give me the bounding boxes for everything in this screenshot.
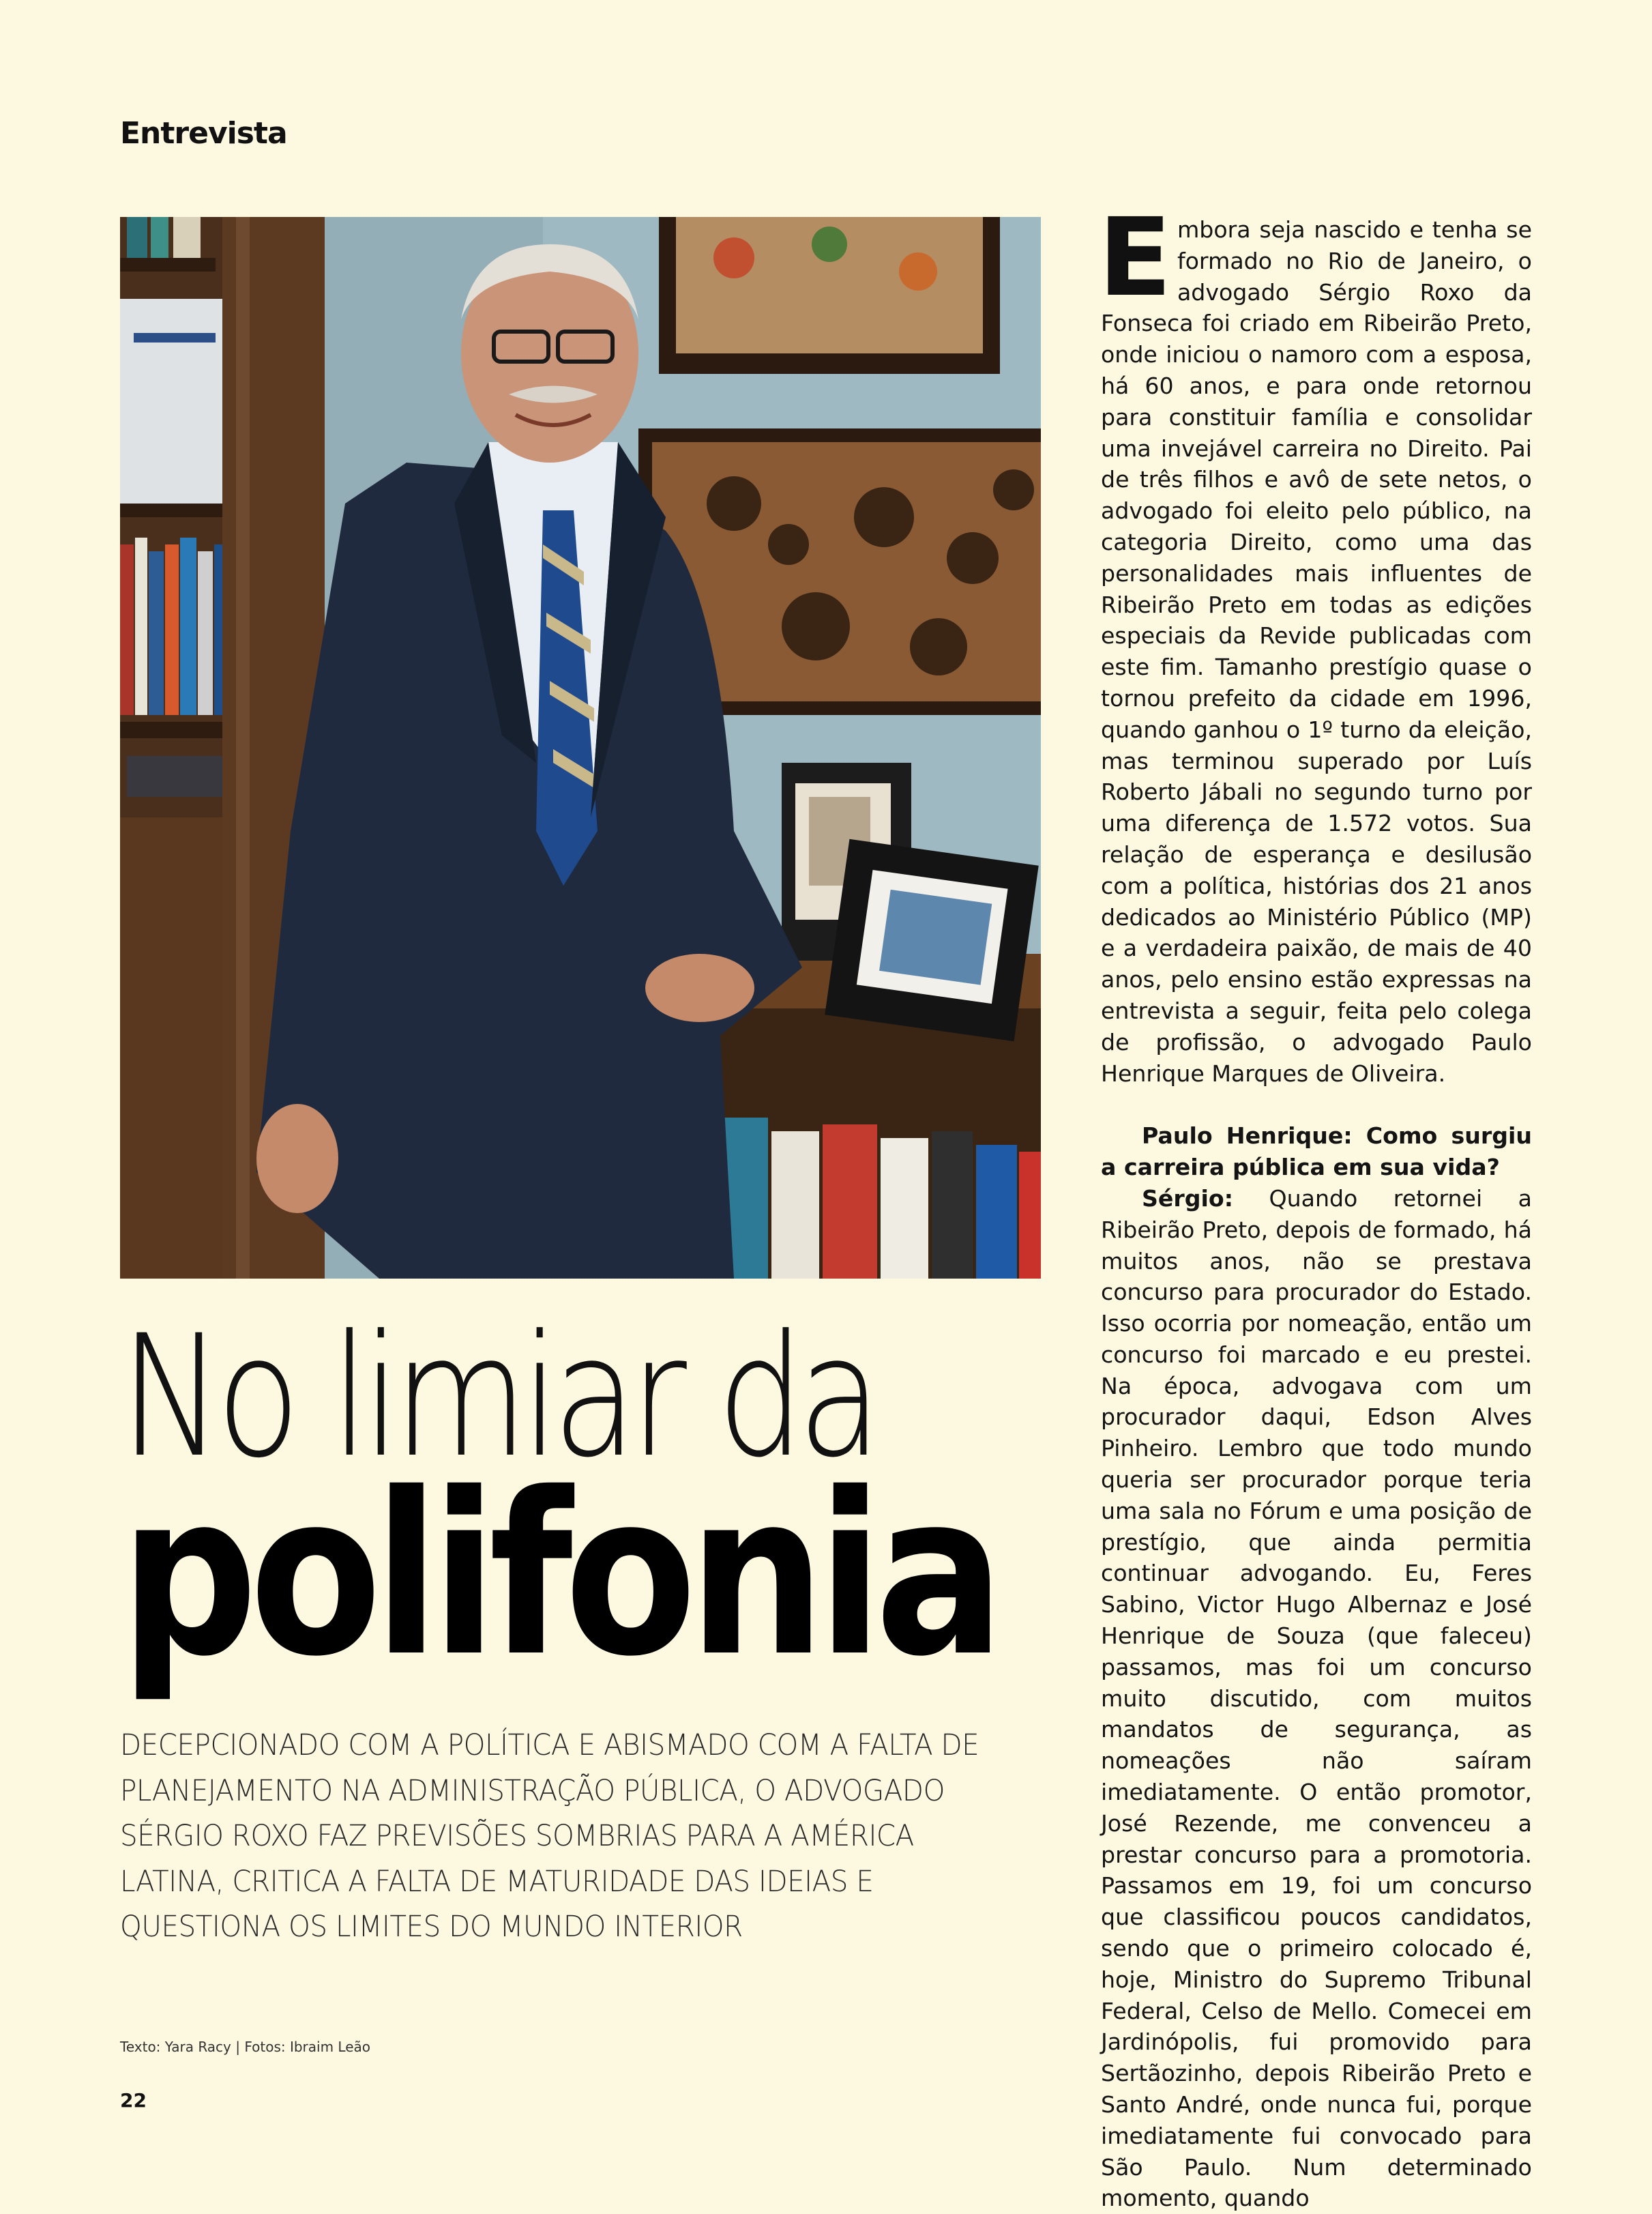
intro-paragraph xyxy=(1098,195,1532,1089)
answer-text: Quando retornei a Ribeirão Preto, depois de formado, há muitos anos, não se prestava concurso para procurador do Estado. Isso ocorria por nomeação, então um concurso foi marcado e eu prestei. Na época, advogava com um procurador daqui, Edson Alves Pinheiro. Lembro que todo mundo queria ser procurador porque teria uma sala no Fórum e uma posição de prestígio, que ainda permitia continuar advogando. Eu, Feres Sabino, Victor Hugo Albernaz e José Henrique de Souza (que faleceu) passamos, mas foi um concurso muito discutido, com muitos mandatos de segurança, as nomeações não saíram imediatamente. O então promotor, José Rezende, me convenceu a prestar concurso para a promotoria. Passamos em 19, foi um concurso que classificou poucos candidatos, sendo que o primeiro colocado é, hoje, Ministro do Supremo Tribunal Federal, Celso de Mello. Comecei em Jardinópolis, fui promovido para Sertãozinho, depois Ribeirão Preto e Santo André, onde nunca fui, porque imediatamente fui convocado para São Paulo. Num determinado momento, quando xyxy=(1101,1184,1532,2212)
deck-line: PLANEJAMENTO NA ADMINISTRAÇÃO PÚBLICA, O ADVOGADO xyxy=(120,1773,945,1808)
interview-answer xyxy=(1101,1183,1532,2214)
drop-cap: E xyxy=(1098,195,1172,321)
section-label: Entrevista xyxy=(120,116,287,151)
deck-line: QUESTIONA OS LIMITES DO MUNDO INTERIOR xyxy=(120,1910,743,1944)
page-number: 22 xyxy=(120,2089,147,2112)
intro-text: mbora seja nascido e tenha se formado no Rio de Janeiro, o advogado Sérgio Roxo da Fonseca foi criado em Ribeirão Preto, onde iniciou o namoro com a esposa, há 60 anos, e para onde retornou para constituir família e consolidar uma invejável carreira no Direito. Pai de três filhos e avô de sete netos, o advogado foi eleito pelo público, na categoria Direito, como uma das personalidades mais influentes de Ribeirão Preto em todas as edições especiais da Revide publicadas com este fim. Tamanho prestígio quase o tornou prefeito da cidade em 1996, quando ganhou o 1º turno da eleição, mas terminou superado por Luís Roberto Jábali no segundo turno por uma diferença de 1.572 votos. Sua relação de esperança e desilusão com a política, histórias dos 21 anos dedicados ao Ministério Público (MP) e a verdadeira paixão, de mais de 40 anos, pelo ensino estão expressas na entrevista a seguir, feita pelo colega de profissão, o advogado Paulo Henrique Marques de Oliveira. xyxy=(1101,216,1532,1087)
answer-speaker: Sérgio: xyxy=(1142,1184,1233,1212)
article-body xyxy=(1098,195,1532,2214)
headline-line-1: No limiar da xyxy=(120,1300,876,1495)
deck xyxy=(120,1723,979,1950)
deck-line: SÉRGIO ROXO FAZ PREVISÕES SOMBRIAS PARA A AMÉRICA xyxy=(120,1819,914,1853)
interview-question: Paulo Henrique: Como surgiu a carreira pública em sua vida? xyxy=(1101,1122,1532,1181)
photo-credits: Texto: Yara Racy | Fotos: Ibraim Leão xyxy=(120,2039,371,2055)
portrait-photo xyxy=(120,217,1041,1279)
deck-line: DECEPCIONADO COM A POLÍTICA E ABISMADO COM A FALTA DE xyxy=(120,1728,979,1762)
headline-line-2: polifonia xyxy=(120,1446,997,1706)
deck-line: LATINA, CRITICA A FALTA DE MATURIDADE DAS IDEIAS E xyxy=(120,1864,874,1899)
